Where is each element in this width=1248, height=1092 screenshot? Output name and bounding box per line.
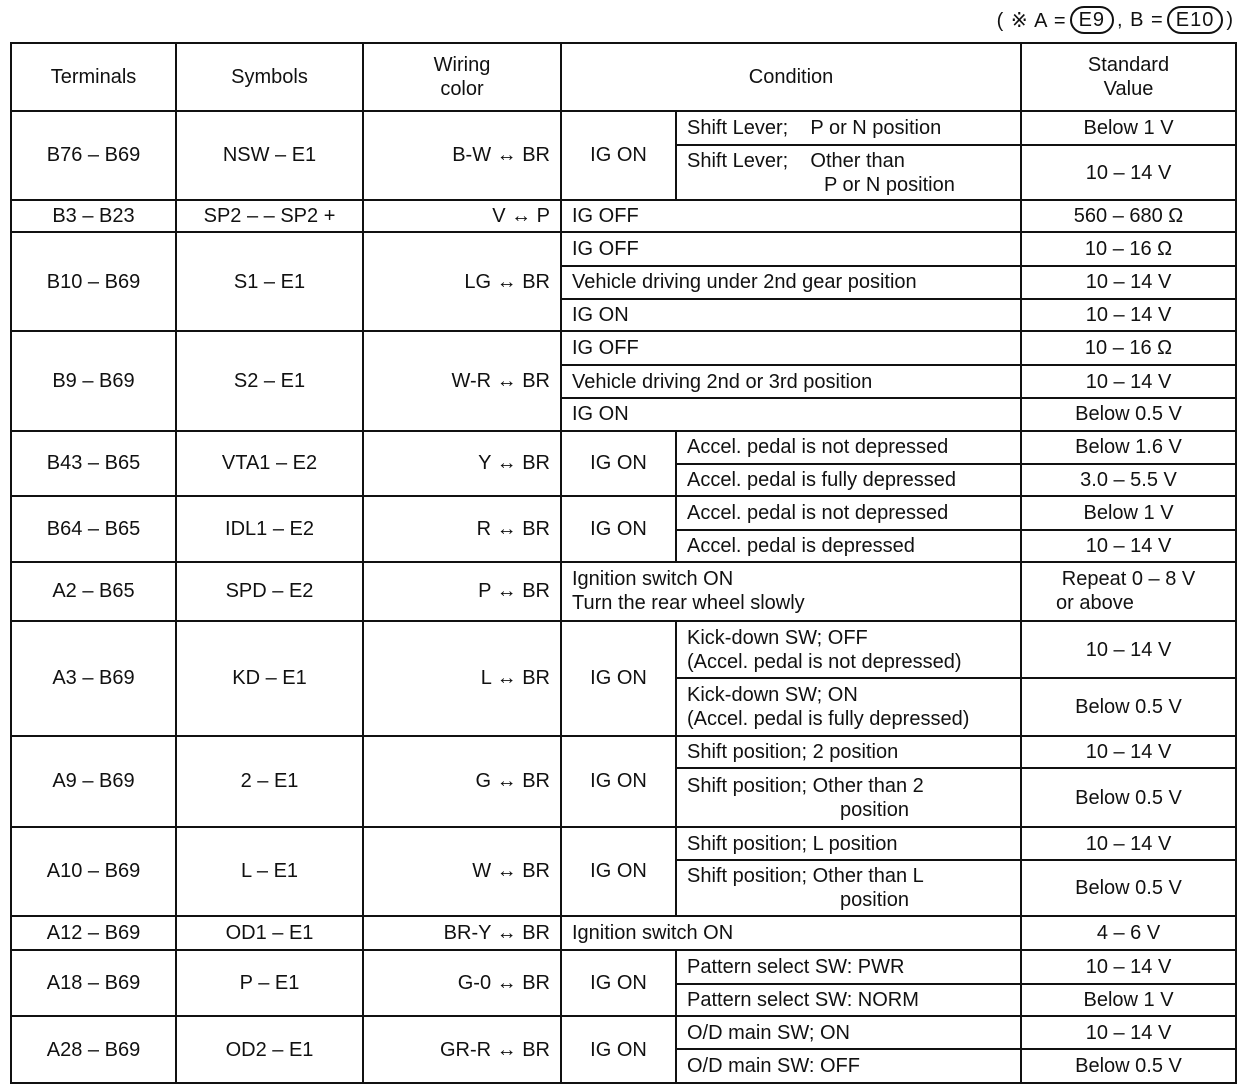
value-cell: Below 1 V bbox=[1021, 111, 1236, 145]
header-standard-line1: Standard bbox=[1087, 54, 1170, 76]
condition-text: Other than bbox=[810, 149, 905, 172]
state-cell: IG ON bbox=[561, 827, 676, 916]
table-row bbox=[11, 331, 1236, 364]
terminal-spec-table bbox=[10, 42, 1237, 1084]
value-cell: 4 – 6 V bbox=[1021, 916, 1236, 950]
value-cell: Below 0.5 V bbox=[1021, 860, 1236, 916]
symbols-cell: IDL1 – E2 bbox=[176, 496, 363, 562]
symbols-cell: NSW – E1 bbox=[176, 111, 363, 200]
value-cell: 10 – 14 V bbox=[1021, 266, 1236, 299]
table-row bbox=[11, 200, 1236, 232]
condition-text: P or N position bbox=[824, 173, 955, 196]
value-cell: Below 1.6 V bbox=[1021, 431, 1236, 464]
value-cell: Below 1 V bbox=[1021, 984, 1236, 1016]
wiring-cell: G ↔ BR bbox=[363, 736, 561, 827]
condition-cell bbox=[676, 860, 1021, 916]
terminals-cell: A10 – B69 bbox=[11, 827, 176, 916]
symbols-cell: OD1 – E1 bbox=[176, 916, 363, 950]
value-cell: 10 – 16 Ω bbox=[1021, 331, 1236, 364]
condition-cell: IG ON bbox=[561, 398, 1021, 430]
value-cell: 10 – 14 V bbox=[1021, 145, 1236, 200]
connector-a-code: E9 bbox=[1070, 6, 1114, 34]
header-wiring-color bbox=[363, 43, 561, 111]
table-row bbox=[11, 736, 1236, 768]
header-wiring-line2: color bbox=[440, 78, 484, 100]
value-cell: Below 0.5 V bbox=[1021, 678, 1236, 736]
value-cell: 10 – 14 V bbox=[1021, 1016, 1236, 1049]
condition-cell: Pattern select SW: NORM bbox=[676, 984, 1021, 1016]
table-row bbox=[11, 496, 1236, 529]
condition-cell bbox=[676, 768, 1021, 827]
condition-cell: Shift position; 2 position bbox=[676, 736, 1021, 768]
condition-cell: O/D main SW: OFF bbox=[676, 1049, 1021, 1083]
value-text: or above bbox=[1056, 592, 1134, 615]
terminals-cell: A3 – B69 bbox=[11, 621, 176, 736]
state-cell: IG ON bbox=[561, 496, 676, 562]
table-row bbox=[11, 916, 1236, 950]
condition-cell: IG OFF bbox=[561, 232, 1021, 265]
condition-text: Turn the rear wheel slowly bbox=[572, 592, 805, 615]
wiring-cell: W-R ↔ BR bbox=[363, 331, 561, 430]
terminals-cell: A9 – B69 bbox=[11, 736, 176, 827]
state-cell: IG ON bbox=[561, 111, 676, 200]
connector-note bbox=[997, 6, 1234, 34]
wiring-cell: B-W ↔ BR bbox=[363, 111, 561, 200]
table-row bbox=[11, 1016, 1236, 1049]
value-cell: 560 – 680 Ω bbox=[1021, 200, 1236, 232]
header-row bbox=[11, 43, 1236, 111]
condition-cell: Accel. pedal is not depressed bbox=[676, 496, 1021, 529]
value-cell: 10 – 16 Ω bbox=[1021, 232, 1236, 265]
table-row bbox=[11, 562, 1236, 621]
condition-text: Shift Lever; bbox=[687, 117, 789, 140]
condition-cell: Pattern select SW: PWR bbox=[676, 950, 1021, 983]
value-cell: Below 0.5 V bbox=[1021, 398, 1236, 430]
terminals-cell: A18 – B69 bbox=[11, 950, 176, 1016]
wiring-cell: P ↔ BR bbox=[363, 562, 561, 621]
condition-cell: Vehicle driving 2nd or 3rd position bbox=[561, 365, 1021, 398]
value-cell bbox=[1021, 562, 1236, 621]
header-wiring-line1: Wiring bbox=[433, 54, 491, 76]
table-row bbox=[11, 621, 1236, 679]
value-cell: 10 – 14 V bbox=[1021, 365, 1236, 398]
table-row bbox=[11, 111, 1236, 145]
terminals-cell: B9 – B69 bbox=[11, 331, 176, 430]
note-mid: , B = bbox=[1117, 8, 1164, 31]
wiring-cell: R ↔ BR bbox=[363, 496, 561, 562]
state-cell: IG ON bbox=[561, 1016, 676, 1083]
value-cell: Below 0.5 V bbox=[1021, 1049, 1236, 1083]
symbols-cell: S2 – E1 bbox=[176, 331, 363, 430]
terminals-cell: A28 – B69 bbox=[11, 1016, 176, 1083]
wiring-cell: G-0 ↔ BR bbox=[363, 950, 561, 1016]
value-cell: 3.0 – 5.5 V bbox=[1021, 464, 1236, 496]
symbols-cell: P – E1 bbox=[176, 950, 363, 1016]
header-standard-value bbox=[1021, 43, 1236, 111]
condition-text: P or N position bbox=[810, 117, 942, 140]
terminals-cell: B10 – B69 bbox=[11, 232, 176, 331]
symbols-cell: 2 – E1 bbox=[176, 736, 363, 827]
wiring-cell: W ↔ BR bbox=[363, 827, 561, 916]
state-cell: IG ON bbox=[561, 431, 676, 497]
value-cell: Below 1 V bbox=[1021, 496, 1236, 529]
value-cell: 10 – 14 V bbox=[1021, 530, 1236, 562]
terminals-cell: A12 – B69 bbox=[11, 916, 176, 950]
table-row bbox=[11, 232, 1236, 265]
symbols-cell: L – E1 bbox=[176, 827, 363, 916]
condition-cell: Vehicle driving under 2nd gear position bbox=[561, 266, 1021, 299]
condition-text: position bbox=[840, 889, 909, 912]
condition-text: position bbox=[840, 798, 909, 821]
table-row bbox=[11, 950, 1236, 983]
condition-text: Kick-down SW; OFF bbox=[687, 626, 868, 649]
condition-text: (Accel. pedal is not depressed) bbox=[687, 650, 962, 673]
condition-text: (Accel. pedal is fully depressed) bbox=[687, 708, 970, 731]
value-cell: 10 – 14 V bbox=[1021, 736, 1236, 768]
value-text: Repeat 0 – 8 V bbox=[1061, 568, 1196, 591]
symbols-cell: S1 – E1 bbox=[176, 232, 363, 331]
condition-cell bbox=[676, 621, 1021, 679]
terminals-cell: A2 – B65 bbox=[11, 562, 176, 621]
terminals-cell: B43 – B65 bbox=[11, 431, 176, 497]
condition-cell bbox=[676, 145, 1021, 200]
symbols-cell: SP2 – – SP2 + bbox=[176, 200, 363, 232]
condition-cell: Accel. pedal is depressed bbox=[676, 530, 1021, 562]
value-cell: 10 – 14 V bbox=[1021, 950, 1236, 983]
symbols-cell: VTA1 – E2 bbox=[176, 431, 363, 497]
state-cell: IG ON bbox=[561, 736, 676, 827]
note-open: ( ※ A = bbox=[996, 9, 1067, 32]
table-row bbox=[11, 431, 1236, 464]
wiring-cell: GR-R ↔ BR bbox=[363, 1016, 561, 1083]
condition-cell bbox=[561, 562, 1021, 621]
value-cell: Below 0.5 V bbox=[1021, 768, 1236, 827]
value-cell: 10 – 14 V bbox=[1021, 299, 1236, 331]
wiring-cell: Y ↔ BR bbox=[363, 431, 561, 497]
condition-text: Kick-down SW; ON bbox=[687, 684, 858, 707]
condition-cell bbox=[676, 111, 1021, 145]
symbols-cell: OD2 – E1 bbox=[176, 1016, 363, 1083]
condition-cell: Ignition switch ON bbox=[561, 916, 1021, 950]
terminals-cell: B76 – B69 bbox=[11, 111, 176, 200]
condition-cell: IG ON bbox=[561, 299, 1021, 331]
condition-cell: IG OFF bbox=[561, 331, 1021, 364]
value-cell: 10 – 14 V bbox=[1021, 621, 1236, 679]
state-cell: IG ON bbox=[561, 950, 676, 1016]
condition-cell: Shift position; L position bbox=[676, 827, 1021, 860]
condition-text: Ignition switch ON bbox=[572, 568, 734, 591]
terminals-cell: B3 – B23 bbox=[11, 200, 176, 232]
condition-cell: O/D main SW; ON bbox=[676, 1016, 1021, 1049]
wiring-cell: V ↔ P bbox=[363, 200, 561, 232]
state-cell: IG ON bbox=[561, 621, 676, 736]
value-cell: 10 – 14 V bbox=[1021, 827, 1236, 860]
note-close: ) bbox=[1226, 8, 1234, 31]
condition-text: Shift position; Other than L bbox=[687, 865, 924, 888]
header-standard-line2: Value bbox=[1103, 78, 1154, 100]
condition-cell: Accel. pedal is fully depressed bbox=[676, 464, 1021, 496]
header-symbols: Symbols bbox=[176, 43, 363, 111]
wiring-cell: LG ↔ BR bbox=[363, 232, 561, 331]
condition-text: Shift position; Other than 2 bbox=[687, 774, 924, 797]
wiring-cell: L ↔ BR bbox=[363, 621, 561, 736]
symbols-cell: SPD – E2 bbox=[176, 562, 363, 621]
header-condition: Condition bbox=[561, 43, 1021, 111]
table-row bbox=[11, 827, 1236, 860]
condition-text: Shift Lever; bbox=[687, 149, 789, 172]
symbols-cell: KD – E1 bbox=[176, 621, 363, 736]
condition-cell: Accel. pedal is not depressed bbox=[676, 431, 1021, 464]
header-terminals: Terminals bbox=[11, 43, 176, 111]
condition-cell: IG OFF bbox=[561, 200, 1021, 232]
connector-b-code: E10 bbox=[1167, 6, 1224, 34]
condition-cell bbox=[676, 678, 1021, 736]
terminals-cell: B64 – B65 bbox=[11, 496, 176, 562]
wiring-cell: BR-Y ↔ BR bbox=[363, 916, 561, 950]
